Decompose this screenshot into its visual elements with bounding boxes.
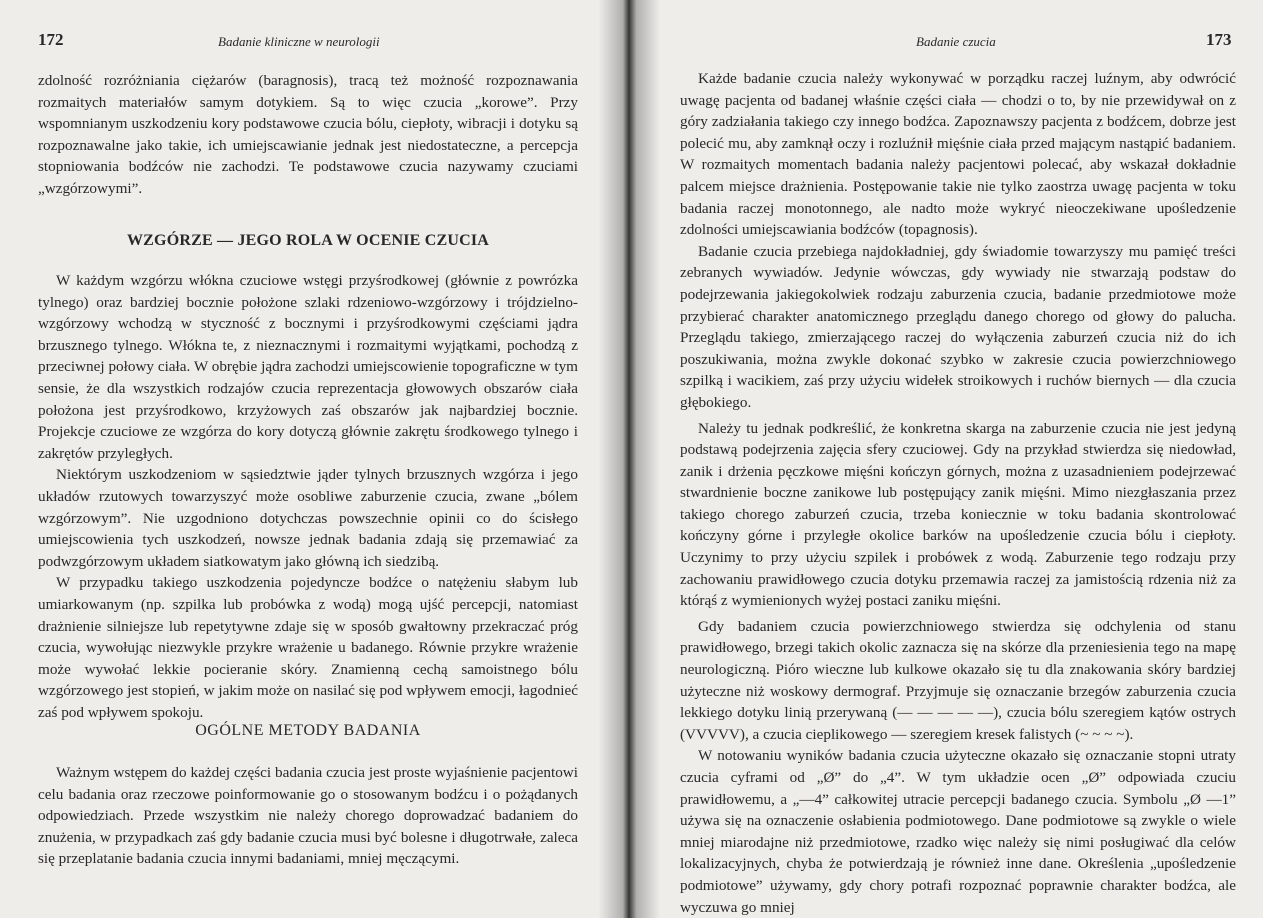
paragraph: W notowaniu wyników badania czucia użyteczne okazało się oznaczanie stopni utraty czucia cyframi od „Ø” do „4”. W tym układzie ocen „Ø” odpowiada czuciu prawidłowemu, a „—4” całkowitej utracie percepcji badanego czucia. Symbolu „Ø —1” używa się na oznaczenie osłabienia podmiotowego. Dane podmiotowe są zwykle o wiele mniej miarodajne niż przedmiotowe, rzadko więc należy się nimi posługiwać dla celów lokalizacyjnych, chyba że potwierdzają je również inne dane. Określenia „upośledzenie podmiotowe” używamy, gdy chory potrafi rozpoznać poprawnie charakter bodźca, ale wyczuwa go mniej [680, 747, 1236, 916]
paragraph: W przypadku takiego uszkodzenia pojedyncze bodźce o natężeniu słabym lub umiarkowanym (np. szpilka lub probówka z wodą) mogą ujść percepcji, natomiast drażnienie silniejsze lub repetytywne zdaje się w sposób gwałtowny przekraczać próg czucia, wywołując niezwykle przykre wrażenie u badanego. Równie przykre wrażenie może wywołać lekkie pocieranie skóry. Znamienną cechą samoistnego bólu wzgórzowego jest stopień, w jakim może on nasilać się pod wpływem emocji, łagodnieć zaś pod wpływem spokoju. [38, 574, 578, 721]
right-body [680, 68, 1236, 918]
right-page-number: 173 [1206, 30, 1232, 49]
section-thalamus-body [38, 270, 578, 723]
right-page [626, 0, 1263, 918]
right-running-head: Badanie czucia [916, 34, 996, 49]
paragraph: Każde badanie czucia należy wykonywać w porządku raczej luźnym, aby odwrócić uwagę pacjenta od badanej właśnie części ciała — chodzi o to, by nie przewidywał on z góry zadziałania takiego czy innego bodźca. Zapoznawszy pacjenta z bodźcem, dobrze jest polecić mu, aby zamknął oczy i rozluźnił mięśnie ciała przed mającym nastąpić badaniem. W rozmaitych momentach badania należy pacjentowi polecać, aby wskazał dokładnie palcem miejsce drażnienia. Postępowanie takie nie tylko zaostrza uwagę pacjenta w toku badania raczej monotonnego, ale nadto może wykryć nieoczekiwane upośledzenie zdolności umiejscawiania bodźców (topagnosis). [680, 70, 1236, 239]
book-gutter-shadow [598, 0, 660, 918]
paragraph: Niektórym uszkodzeniom w sąsiedztwie jąder tylnych brzusznych wzgórza i jego układów rzutowych towarzyszyć może osobliwe zaburzenie czucia, zwane „bólem wzgórzowym”. Nie uzgodniono dotychczas powszechnie opinii co do ścisłego umiejscowienia tych uszkodzeń, nowsze jednak badania zdają się przemawiać za podwzgórzowym układem siatkowatym jako główną ich siedzibą. [38, 466, 578, 570]
left-running-head: Badanie kliniczne w neurologii [218, 34, 380, 49]
paragraph: Badanie czucia przebiega najdokładniej, gdy świadomie towarzyszy mu pamięć treści zebranych wywiadów. Jedynie wówczas, gdy wywiady nie stwarzają podstaw do podejrzewania jakiegokolwiek rodzaju zaburzenia czucia, badanie przedmiotowe może przybierać charakter anatomicznego przeglądu danego chorego od głowy do palucha. Przeglądu takiego, zmierzającego raczej do wyłączenia zaburzeń czucia niż do ich poszukiwania, można zwykle dokonać szybko w zakresie czucia powierzchniowego szpilką i wacikiem, zaś przy użyciu widełek stroikowych i ruchów biernych — dla czucia głębokiego. [680, 242, 1236, 411]
paragraph: Gdy badaniem czucia powierzchniowego stwierdza się odchylenia od stanu prawidłowego, brzegi takich okolic zaznacza się na skórze dla przeniesienia tego na mapę neurologiczną. Pióro wieczne lub kulkowe okazało się tu dla znakowania skóry bardziej użyteczne niż woskowy dermograf. Przyjmuje się oznaczanie brzegów zaburzenia czucia lekkiego dotyku linią przerywaną (— — — — —), czucia bólu szeregiem kątów ostrych (VVVVV), a czucia cieplikowego — szeregiem kresek falistych (~ ~ ~ ~). [680, 617, 1236, 743]
left-intro [38, 70, 578, 200]
section-methods-body [38, 762, 578, 870]
section-heading-thalamus: WZGÓRZE — JEGO ROLA W OCENIE CZUCIA [126, 232, 490, 249]
paragraph: Ważnym wstępem do każdej części badania czucia jest proste wyjaśnienie pacjentowi celu badania oraz rzeczowe poinformowanie go o stosowanym bodźcu i o pożądanych odpowiedziach. Przede wszystkim nie należy chorego doprowadzać badaniem do znużenia, w przypadkach zaś gdy badanie czucia musi być bolesne i długotrwałe, zaleca się przeplatanie badania czucia innymi badaniami, mniej męczącymi. [38, 764, 578, 868]
intro-paragraph: zdolność rozróżniania ciężarów (baragnosis), tracą też możność rozpoznawania rozmaitych materiałów samym dotykiem. Są to więc czucia „korowe”. Przy wspomnianym uszkodzeniu kory podstawowe czucia bólu, ciepłoty, wibracji i dotyku są rozpoznawalne jako takie, ich umiejscawianie jednak jest niedostateczne, a percepcja stopniowania bodźców nie zachodzi. Te podstawowe czucia nazywamy czuciami „wzgórzowymi”. [38, 72, 578, 197]
paragraph: Należy tu jednak podkreślić, że konkretna skarga na zaburzenie czucia nie jest jedyną podstawą podejrzenia zajęcia sfery czuciowej. Gdy na przykład stwierdza się niedowład, zanik i drżenia pęczkowe mięśni kończyn górnych, można z uzasadnieniem podejrzewać stwardnienie boczne zanikowe lub postępujący zanik mięśni. Mimo niezgłaszania przez takiego chorego zaburzeń czucia, trzeba koniecznie w toku badania skontrolować kończyny górne i przyległe okolice barków na upośledzenie czucia bólu i ciepłoty. Uczynimy to przy użyciu szpilek i probówek z wodą. Zaburzenie tego rodzaju przy zachowaniu prawidłowego czucia dotyku przemawia raczej za jamistością rdzenia niż za którąś z wymienionych wyżej postaci zaniku mięśni. [680, 419, 1236, 610]
left-page [0, 0, 626, 918]
paragraph: W każdym wzgórzu włókna czuciowe wstęgi przyśrodkowej (głównie z powrózka tylnego) oraz bardziej bocznie położone szlaki rdzeniowo-wzgórzowy i trójdzielno-wzgórzowy wchodzą w styczność z bocznymi i przyśrodkowymi częściami jądra brzusznego tylnego. Włókna te, z nieznacznymi i rozmaitymi wyjątkami, pochodzą z przeciwnej połowy ciała. W obrębie jądra zachodzi umiejscowienie topograficzne w tym sensie, że dla wszystkich rodzajów czucia reprezentacja głowowych obszarów ciała położona jest przyśrodkowo, krzyżowych zaś obszarów jak najbardziej bocznie. Projekcje czuciowe ze wzgórza do kory dotyczą głównie zakrętu środkowego tylnego i zakrętów przyległych. [38, 272, 578, 462]
section-heading-methods: OGÓLNE METODY BADANIA [195, 722, 421, 739]
left-page-number: 172 [38, 30, 64, 49]
